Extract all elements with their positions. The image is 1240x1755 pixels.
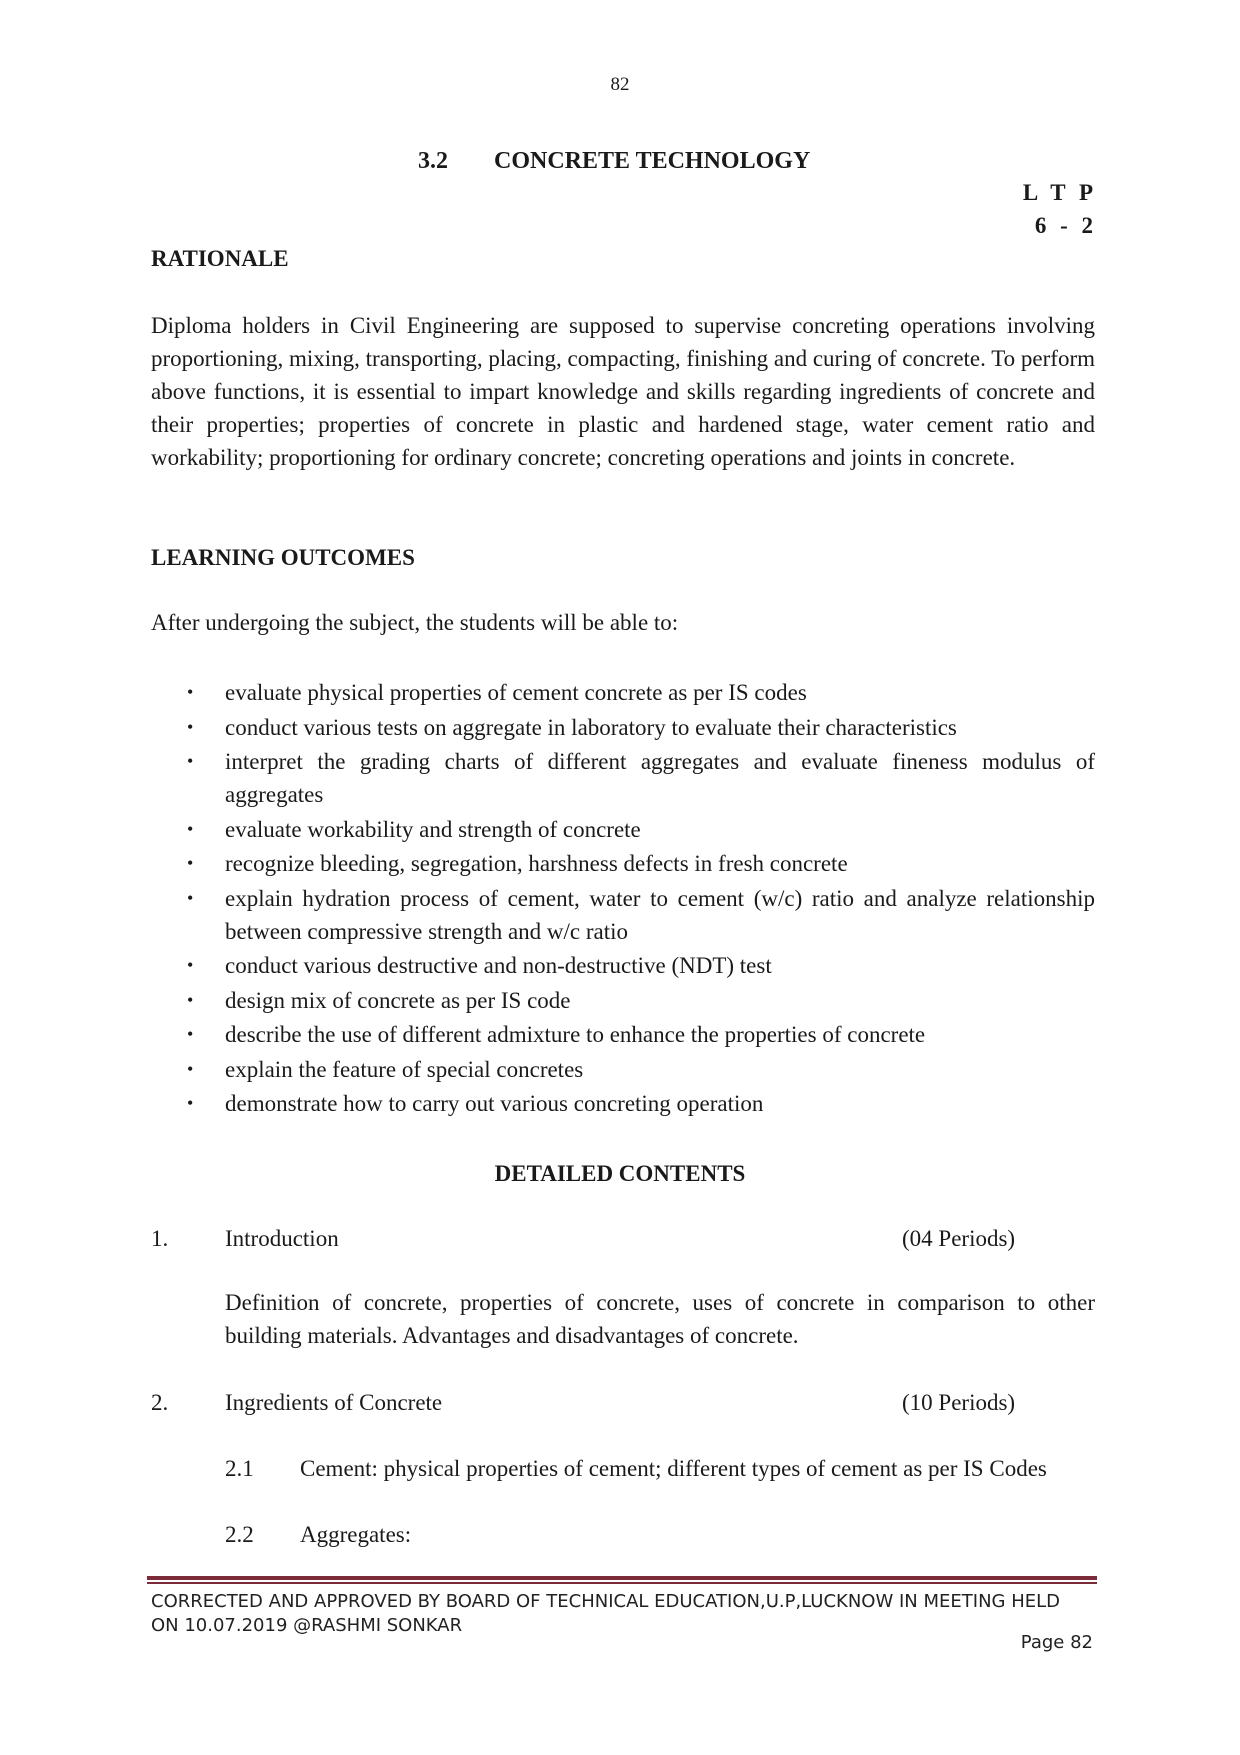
section-number: 1. — [151, 1226, 169, 1251]
bullet-icon: • — [187, 989, 194, 1010]
list-item-text: design mix of concrete as per IS code — [225, 987, 571, 1013]
list-item-text: evaluate physical properties of cement concrete as per IS codes — [225, 680, 807, 705]
subsection-text: Cement: physical properties of cement; different types of cement as per IS Codes — [300, 1456, 1047, 1481]
list-item — [151, 847, 1095, 880]
list-item — [151, 745, 1095, 811]
bullet-icon: • — [187, 1093, 194, 1113]
bullet-icon: • — [187, 1024, 194, 1044]
ltp-values: 6 - 2 — [1034, 213, 1097, 238]
ltp-header: L T P — [1022, 180, 1097, 205]
list-item-text: evaluate workability and strength of concrete — [225, 816, 641, 842]
bullet-icon: • — [187, 716, 194, 737]
list-item-text: describe the use of different admixture to enhance the properties of concrete — [225, 1022, 926, 1047]
learning-outcomes-list — [151, 676, 1095, 1122]
course-number: 3.2 — [418, 148, 448, 174]
subsection-number: 2.2 — [225, 1522, 254, 1547]
list-item-text: explain hydration process of cement, water to cement (w/c) ratio and analyze relationship between compressive strength and w/c ratio — [225, 885, 1095, 944]
footer-page-number: Page 82 — [1020, 1632, 1093, 1653]
footer-line-2: ON 10.07.2019 @RASHMI SONKAR — [151, 1615, 463, 1636]
section-title: Ingredients of Concrete — [225, 1390, 443, 1415]
bullet-icon: • — [187, 751, 194, 771]
section-number: 2. — [151, 1390, 169, 1415]
rationale-text: Diploma holders in Civil Engineering are supposed to supervise concreting operations involving proportioning, mixing, transporting, placing, compacting, finishing and curing of concrete. To perform above functions, it is essential to impart knowledge and skills regarding ingredients of concrete and their properties; properties of concrete in plastic and hardened stage, water cement ratio and workability; proportioning for ordinary concrete; concreting operations and joints in concrete. — [151, 313, 1095, 470]
list-item-text: interpret the grading charts of different aggregates and evaluate fineness modulus of aggregates — [225, 749, 1095, 807]
list-item — [151, 984, 1095, 1017]
list-item — [151, 676, 1095, 709]
section-periods: (04 Periods) — [902, 1226, 1016, 1251]
list-item-text: conduct various destructive and non-destructive (NDT) test — [225, 953, 772, 978]
rationale-heading: RATIONALE — [151, 246, 289, 271]
footer-rule-thick — [147, 1576, 1097, 1580]
bullet-icon: • — [187, 1058, 194, 1079]
footer-line-1: CORRECTED AND APPROVED BY BOARD OF TECHNICAL EDUCATION,U.P,LUCKNOW IN MEETING HELD — [151, 1591, 1060, 1612]
list-item — [151, 711, 1095, 744]
learning-outcomes-intro: After undergoing the subject, the students will be able to: — [151, 610, 679, 635]
list-item-text: explain the feature of special concretes — [225, 1056, 584, 1082]
section-description: Definition of concrete, properties of concrete, uses of concrete in comparison to other building materials. Advantages and disadvantages of concrete. — [225, 1290, 1095, 1348]
learning-outcomes-heading: LEARNING OUTCOMES — [151, 545, 415, 570]
course-title — [418, 148, 810, 175]
list-item-text: conduct various tests on aggregate in laboratory to evaluate their characteristics — [225, 714, 957, 740]
list-item — [151, 813, 1095, 846]
list-item — [151, 1018, 1095, 1051]
list-item — [151, 1087, 1095, 1120]
bullet-icon: • — [187, 853, 194, 873]
course-name: CONCRETE TECHNOLOGY — [494, 148, 811, 174]
subsection-text: Aggregates: — [300, 1522, 412, 1547]
detailed-contents-heading: DETAILED CONTENTS — [494, 1161, 746, 1186]
bullet-icon: • — [187, 818, 194, 839]
subsection-number: 2.1 — [225, 1456, 254, 1481]
footer-note — [151, 1590, 1101, 1638]
bullet-icon: • — [187, 887, 194, 908]
bullet-icon: • — [187, 682, 194, 702]
list-item — [151, 949, 1095, 982]
footer-rule-thin — [147, 1582, 1097, 1584]
list-item — [151, 882, 1095, 948]
top-page-number: 82 — [610, 74, 630, 95]
list-item-text: recognize bleeding, segregation, harshness defects in fresh concrete — [225, 851, 848, 876]
list-item-text: demonstrate how to carry out various concreting operation — [225, 1091, 764, 1116]
list-item — [151, 1053, 1095, 1086]
section-periods: (10 Periods) — [902, 1390, 1016, 1415]
bullet-icon: • — [187, 955, 194, 975]
section-title: Introduction — [225, 1226, 339, 1251]
